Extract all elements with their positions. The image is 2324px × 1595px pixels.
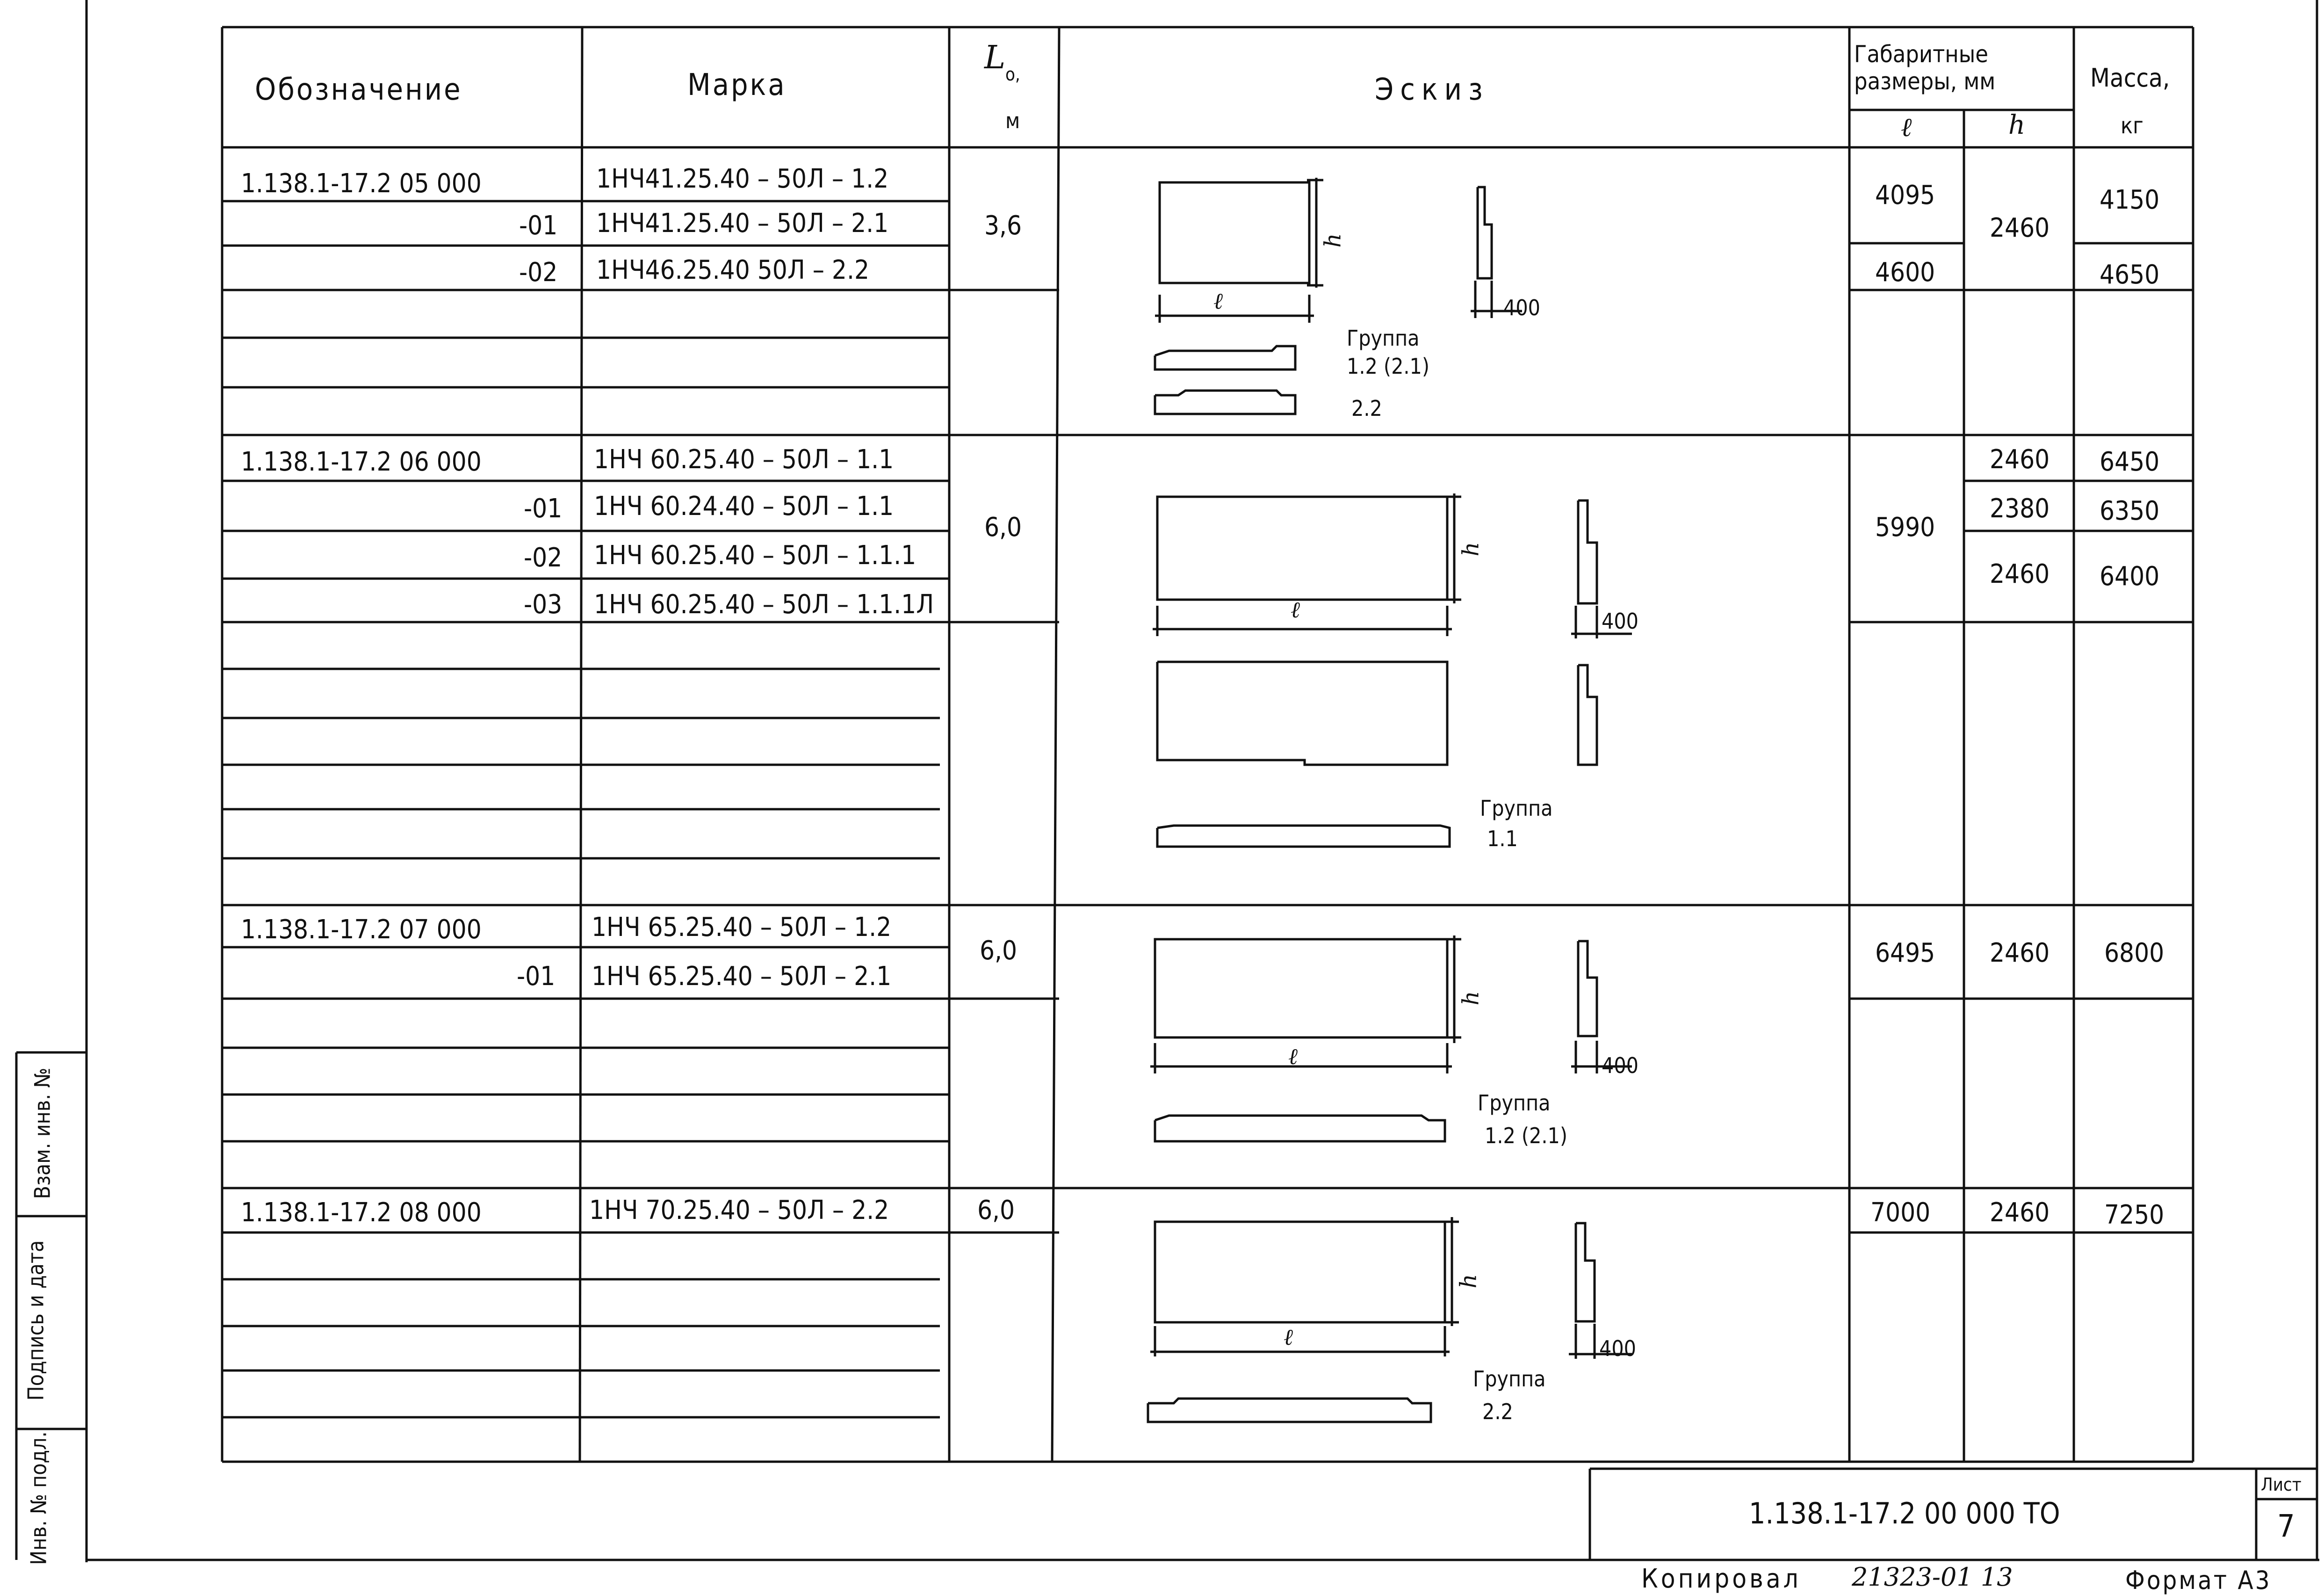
sketch-dim-h: h [1320,233,1346,248]
designation-cell: 1.138.1-17.2 06 000 [241,447,482,477]
sketch-group-value: 2.2 [1351,396,1382,421]
l0-cell: 6,0 [980,935,1018,966]
l0-cell: 6,0 [977,1195,1015,1225]
sketch-group-label: Группа [1480,796,1553,821]
l0-cell: 6,0 [984,512,1022,543]
mass-cell: 6800 [2104,938,2165,968]
height-cell: 2460 [1990,559,2050,589]
designation-cell: -01 [524,493,563,524]
sketch-dim-l: ℓ [1213,288,1223,314]
mark-cell: 1НЧ 60.25.40 – 50Л – 1.1.1 [594,540,917,571]
height-cell: 2460 [1990,444,2050,475]
sketch-dim-400: 400 [1599,1336,1636,1361]
height-cell: 2460 [1990,213,2050,243]
height-cell: 2380 [1990,493,2050,524]
mass-cell: 4150 [2100,185,2160,215]
sketch-dim-400: 400 [1503,295,1540,320]
sheet-number: 7 [2277,1508,2295,1544]
length-cell: 4095 [1875,180,1935,210]
mass-cell: 6400 [2100,561,2160,592]
footer-format: Формат А3 [2125,1566,2272,1595]
designation-cell: 1.138.1-17.2 07 000 [241,914,482,945]
sketch-dim-l: ℓ [1291,597,1300,623]
header-l0-sub: o, [1005,64,1020,85]
header-l0-unit: м [1005,108,1020,133]
designation-cell: -02 [519,257,558,288]
mark-cell: 1НЧ 70.25.40 – 50Л – 2.2 [589,1195,889,1225]
mark-cell: 1НЧ 60.25.40 – 50Л – 1.1 [594,444,894,475]
designation-cell: -02 [524,543,563,573]
sketch-dim-h: h [1455,1274,1482,1289]
mark-cell: 1НЧ 60.24.40 – 50Л – 1.1 [594,491,894,522]
sketch-group-value: 1.2 (2.1) [1347,354,1430,379]
sketch-group-value: 1.2 (2.1) [1485,1123,1568,1148]
sketch-group-label: Группа [1473,1366,1546,1392]
header-mass-unit: кг [2121,113,2144,139]
sheet-label: Лист [2261,1474,2302,1495]
sketch-group-value: 1.1 [1487,826,1518,851]
mark-cell: 1НЧ41.25.40 – 50Л – 2.1 [596,208,889,239]
sketch-dim-400: 400 [1602,609,1638,634]
header-mark: Марка [687,68,787,102]
sketch-dim-l: ℓ [1284,1324,1293,1350]
length-cell: 6495 [1875,938,1935,968]
mark-cell: 1НЧ46.25.40 50Л – 2.2 [596,255,870,285]
mass-cell: 7250 [2104,1200,2165,1230]
panel-sketch [1141,1211,1655,1455]
margin-replace-label: Взам. инв. № [29,1067,55,1199]
header-designation: Обозначение [255,72,462,107]
footer-copied: Копировал [1641,1564,1801,1594]
header-sketch: Эскиз [1375,72,1489,107]
length-cell: 7000 [1870,1197,1931,1228]
mass-cell: 6350 [2100,496,2160,526]
header-dims-h: h [2008,110,2026,140]
sketch-dim-l: ℓ [1288,1044,1298,1070]
sketch-group-label: Группа [1478,1090,1551,1116]
designation-cell: -01 [517,961,556,992]
mass-cell: 6450 [2100,447,2160,477]
length-cell: 4600 [1875,257,1935,288]
panel-sketch [1141,491,1655,865]
mark-cell: 1НЧ 65.25.40 – 50Л – 2.1 [592,961,892,992]
mark-cell: 1НЧ41.25.40 – 50Л – 1.2 [596,164,889,194]
designation-cell: 1.138.1-17.2 05 000 [241,168,482,199]
designation-cell: -01 [519,210,558,241]
header-mass: Масса, [2090,63,2170,93]
sketch-dim-h: h [1458,991,1484,1006]
sketch-dim-h: h [1458,542,1484,557]
mark-cell: 1НЧ 60.25.40 – 50Л – 1.1.1Л [594,589,934,620]
sketch-group-value: 2.2 [1482,1399,1513,1424]
header-dims: Габаритные размеры, мм [1854,41,1996,95]
length-cell: 5990 [1875,512,1935,543]
panel-sketch [1141,168,1562,430]
header-l0: L [984,39,1006,76]
height-cell: 2460 [1990,1197,2050,1228]
doc-number: 1.138.1-17.2 00 000 ТО [1749,1496,2060,1530]
designation-cell: -03 [524,589,563,620]
sketch-group-label: Группа [1347,326,1420,351]
sketch-dim-400: 400 [1602,1053,1638,1078]
panel-sketch [1141,931,1655,1165]
mark-cell: 1НЧ 65.25.40 – 50Л – 1.2 [592,912,892,942]
designation-cell: 1.138.1-17.2 08 000 [241,1197,482,1228]
height-cell: 2460 [1990,938,2050,968]
footer-copied-signature: 21323-01 13 [1852,1562,2013,1592]
mass-cell: 4650 [2100,260,2160,290]
header-dims-l: ℓ [1901,112,1912,143]
l0-cell: 3,6 [984,210,1022,241]
margin-inv-label: Инв. № подл. [26,1431,51,1565]
margin-sign-label: Подпись и дата [23,1240,49,1401]
